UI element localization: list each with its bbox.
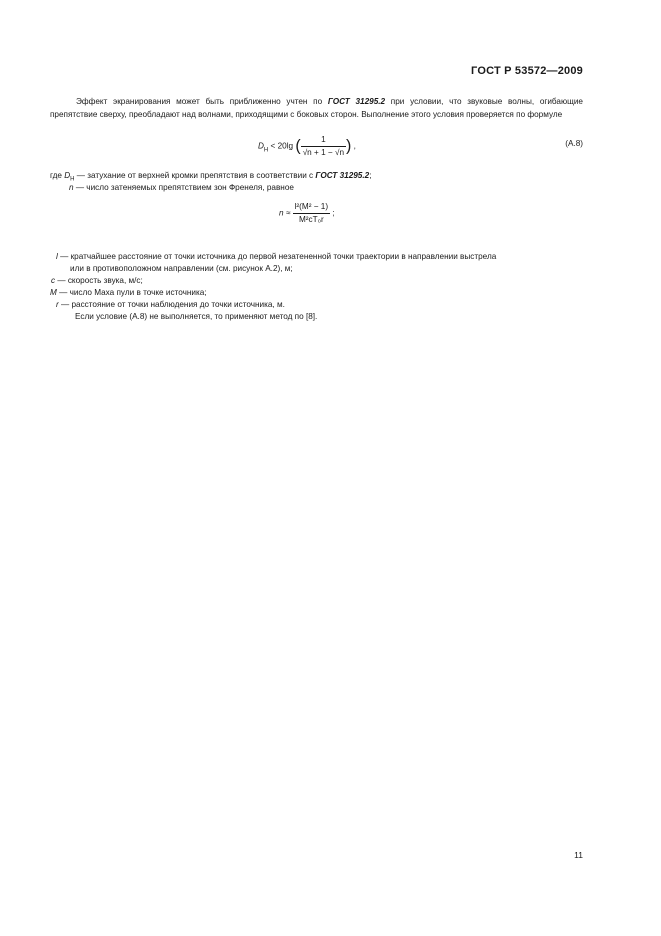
- def-c-symbol: c: [51, 276, 56, 285]
- formula-a8-lhs: D: [258, 141, 264, 151]
- formula-a8-tail: ,: [351, 141, 356, 151]
- def-l-symbol: l: [56, 252, 58, 261]
- def-r-text: — расстояние от точки наблюдения до точки источника, м.: [58, 300, 285, 309]
- def-m-line: [50, 287, 207, 299]
- intro-ref: ГОСТ 31295.2: [327, 97, 386, 106]
- formula-a8: $D_Н < 20\lg$ ( $\frac{1}{√n + 1 - √n}$ ) ,: [258, 135, 356, 157]
- formula-n-numerator: l²(M² − 1): [293, 201, 330, 214]
- formula-n: [279, 201, 335, 226]
- formula-n-lhs: n ≈: [279, 208, 293, 218]
- intro-text-b: при условии, что звуковые волны, огибающие препятствие сверху, преобладают над волнами, приходящими с боковых сторон. Выполнение этого условия проверяется по формуле: [50, 97, 583, 119]
- formula-a8-lhs-sub: Н: [263, 147, 269, 154]
- where-n-symbol: n: [69, 183, 74, 192]
- where-dh-symbol: D: [64, 171, 71, 180]
- def-m-text: — число Маха пули в точке источника;: [56, 288, 207, 297]
- final-note: Если условие (А.8) не выполняется, то применяют метод по [8].: [75, 312, 318, 321]
- page-number: 11: [574, 850, 583, 860]
- def-l-line-2: или в противоположном направлении (см. рисунок А.2), м;: [70, 264, 293, 273]
- def-l-text: — кратчайшее расстояние от точки источника до первой незатененной точки траектории в направлении выстрела: [57, 252, 497, 261]
- formula-a8-fraction: [301, 134, 346, 159]
- formula-a8-number: (А.8): [565, 139, 583, 148]
- def-m-symbol: M: [50, 288, 57, 297]
- where-dh-sub: Н: [70, 176, 75, 183]
- document-header: ГОСТ Р 53572—2009: [471, 65, 583, 77]
- formula-a8-denominator: √n + 1 − √n: [302, 148, 344, 157]
- where-n-line: [69, 182, 294, 194]
- def-c-line: [51, 275, 143, 287]
- def-c-text: — скорость звука, м/с;: [55, 276, 143, 285]
- formula-a8-numerator: 1: [301, 134, 346, 147]
- def-l-line: [56, 251, 496, 263]
- where-dh-ref: ГОСТ 31295.2: [315, 171, 370, 180]
- formula-n-denominator: M²cT₀r: [298, 215, 324, 224]
- def-r-symbol: r: [56, 300, 59, 309]
- where-dh-text: — затухание от верхней кромки препятствия в соответствии с: [74, 171, 316, 180]
- def-r-line: [56, 299, 285, 311]
- formula-a8-rel: < 20lg: [268, 141, 296, 151]
- intro-paragraph: [50, 96, 583, 121]
- formula-n-fraction: [293, 201, 330, 226]
- formula-n-tail: ;: [330, 208, 335, 218]
- where-n-text: — число затеняемых препятствием зон Френеля, равное: [73, 183, 294, 192]
- where-dh-end: ;: [369, 171, 372, 180]
- intro-text-a: Эффект экранирования может быть приближенно учтен по: [76, 97, 328, 106]
- where-prefix: где: [50, 171, 65, 180]
